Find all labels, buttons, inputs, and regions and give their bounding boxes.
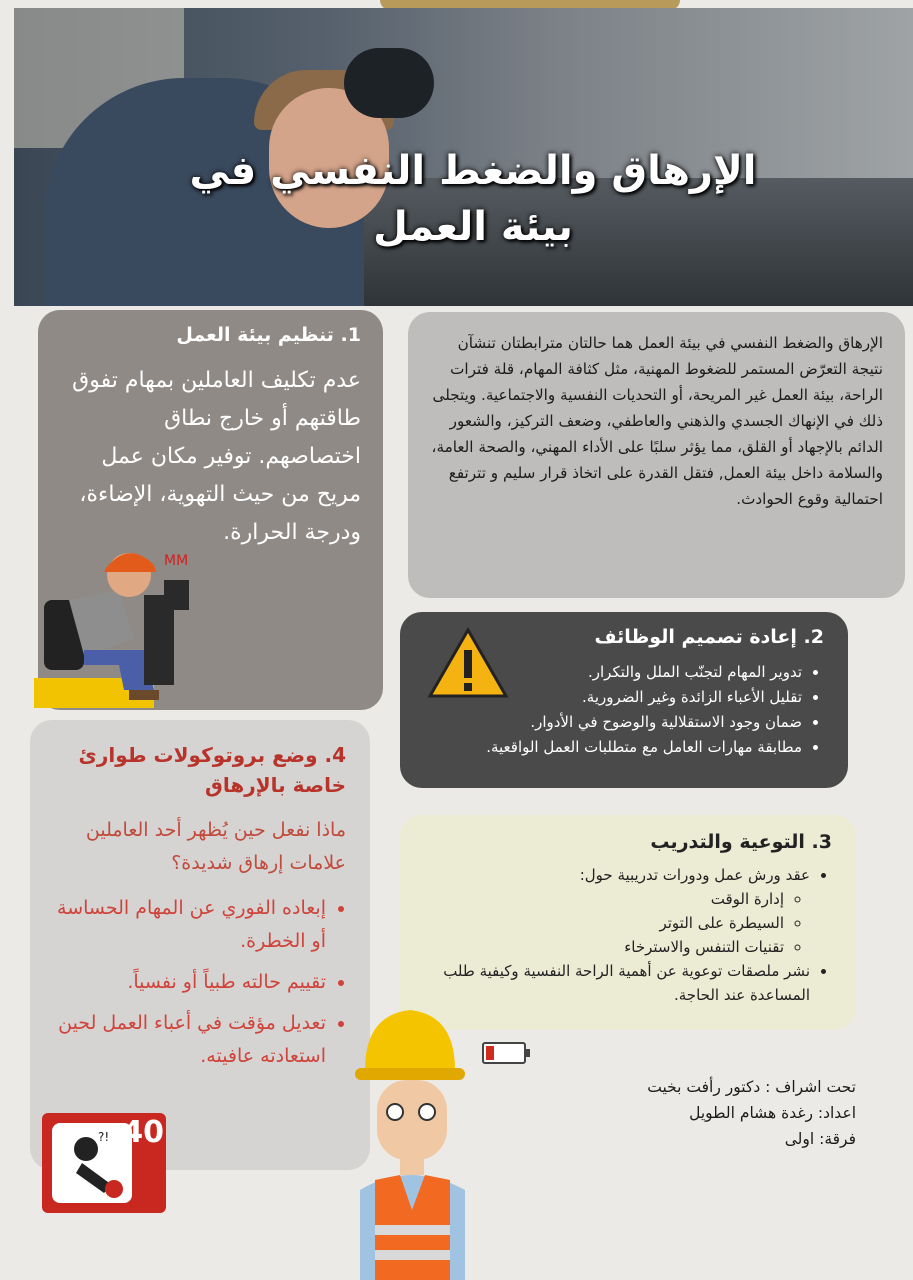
warning-icon — [426, 626, 510, 700]
protocol-list — [46, 892, 346, 1073]
list-item: • إبعاده الفوري عن المهام الحساسة أو الخطرة. — [46, 892, 326, 958]
environment-title: 1. تنظيم بيئة العمل — [176, 324, 361, 346]
battery-level — [486, 1046, 494, 1060]
credits — [560, 1074, 856, 1152]
redesign-title: 2. إعادة تصميم الوظائف — [594, 626, 824, 648]
redesign-card — [400, 612, 848, 788]
svg-text:?!: ?! — [98, 1130, 110, 1144]
list-item: • تقليل الأعباء الزائدة وغير الضرورية. — [418, 685, 802, 710]
stressed-figure-icon — [52, 1123, 132, 1203]
credit-year: فرقة: اولى — [784, 1130, 856, 1148]
list-item: • ضمان وجود الاستقلالية والوضوح في الأدوار. — [418, 710, 802, 735]
battery-tip — [526, 1049, 530, 1057]
intro-card — [408, 312, 905, 598]
protocol-card — [30, 720, 370, 1170]
list-item: • مطابقة مهارات العامل مع متطلبات العمل الواقعية. — [418, 735, 802, 760]
training-card — [400, 815, 856, 1030]
stress-badge — [42, 1113, 166, 1213]
training-sublist — [418, 887, 810, 959]
low-battery-icon — [482, 1042, 526, 1064]
protocol-question: ماذا نفعل حين يُظهر أحد العاملين علامات إرهاق شديدة؟ — [85, 819, 346, 874]
protocol-title: 4. وضع بروتوكولات طوارئ خاصة بالإرهاق — [78, 743, 346, 797]
list-item: ◦ السيطرة على التوتر — [418, 911, 784, 935]
list-item: • تقييم حالته طبياً أو نفسياً. — [46, 966, 326, 999]
banner-worker-glove — [344, 48, 434, 118]
list-item — [418, 863, 810, 959]
training-title: 3. التوعية والتدريب — [650, 831, 832, 853]
page-title: الإرهاق والضغط النفسي في بيئة العمل — [189, 148, 757, 250]
training-item-workshops: عقد ورش عمل ودورات تدريبية حول: — [579, 866, 810, 884]
credit-supervisor: تحت اشراف : دكتور رأفت بخيت — [647, 1078, 856, 1096]
header-banner — [14, 8, 913, 306]
list-item: • تعديل مؤقت في أعباء العمل لحين استعادته عافيته. — [46, 1007, 326, 1073]
credit-prepared-by: اعداد: رغدة هشام الطويل — [689, 1104, 856, 1122]
list-item: • تدوير المهام لتجنّب الملل والتكرار. — [418, 660, 802, 685]
tired-worker-illustration — [24, 540, 204, 715]
list-item: ◦ إدارة الوقت — [418, 887, 784, 911]
intro-text: الإرهاق والضغط النفسي في بيئة العمل هما حالتان مترابطتان تنشآن نتيجة التعرّض المستمر للضغوط المهنية، مثل كثافة المهام، قلة فترات الراحة، بيئة العمل غير المريحة، أو التحديات النفسية والاجتماعية. ويتجلى ذلك في الإنهاك الجسدي والذهني والعاطفي، وضعف التركيز، والشعور الدائم بالإجهاد أو القلق، مما يؤثر سلبًا على الأداء المهني، والصحة العامة، والسلامة داخل بيئة العمل, فتقل القدرة على اتخاذ قرار سليم و تترتفع احتمالية وقوع الحوادث. — [431, 334, 883, 508]
list-item: ◦ تقنيات التنفس والاسترخاء — [418, 935, 784, 959]
environment-text: عدم تكليف العاملين بمهام تفوق طاقتهم أو خارج نطاق اختصاصهم. توفير مكان عمل مريح من حيث التهوية، الإضاءة، ودرجة الحرارة. — [72, 368, 361, 545]
list-item: • نشر ملصقات توعوية عن أهمية الراحة النفسية وكيفية طلب المساعدة عند الحاجة. — [418, 959, 810, 1007]
svg-text:MM: MM — [164, 553, 189, 569]
training-list — [418, 863, 832, 1007]
badge-number: 40 — [122, 1115, 164, 1150]
